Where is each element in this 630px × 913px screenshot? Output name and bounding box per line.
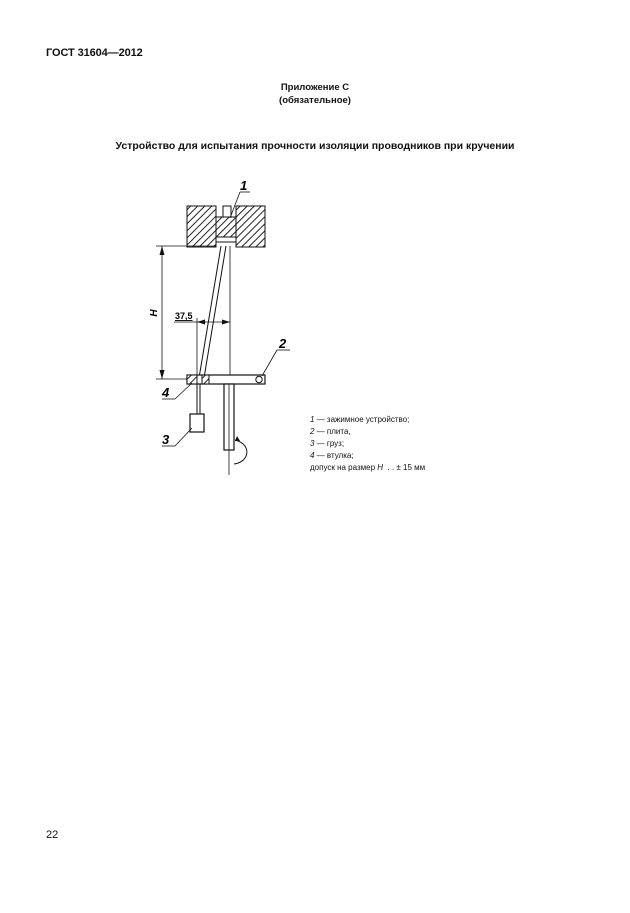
callout-3: 3 (162, 432, 170, 447)
legend-item: 1 — зажимное устройство; (310, 415, 410, 424)
callout-4: 4 (162, 385, 170, 400)
legend-item: 4 — втулка; (310, 451, 354, 460)
rotation-arrow (234, 440, 247, 464)
annex-type: (обязательное) (279, 95, 351, 106)
legend-item: 3 — груз; (310, 439, 345, 448)
plate (187, 375, 265, 384)
dimension-offset-label: 37,5 (175, 311, 193, 321)
document-number: ГОСТ 31604—2012 (46, 47, 143, 59)
annex-title: Приложение С (280, 82, 350, 93)
legend-item: 2 — плита, (310, 427, 351, 436)
document-title: Устройство для испытания прочности изоляции проводников при кручении (115, 140, 515, 152)
page-number: 22 (46, 829, 59, 841)
clamp-device (187, 206, 265, 247)
weight (190, 414, 204, 432)
conductor (199, 246, 226, 378)
legend-tolerance: допуск на размер H . . ± 15 мм (310, 463, 426, 472)
callout-1: 1 (240, 178, 248, 193)
callout-2: 2 (279, 336, 287, 351)
figure-legend (310, 414, 425, 474)
dimension-h-label: H (149, 309, 160, 317)
